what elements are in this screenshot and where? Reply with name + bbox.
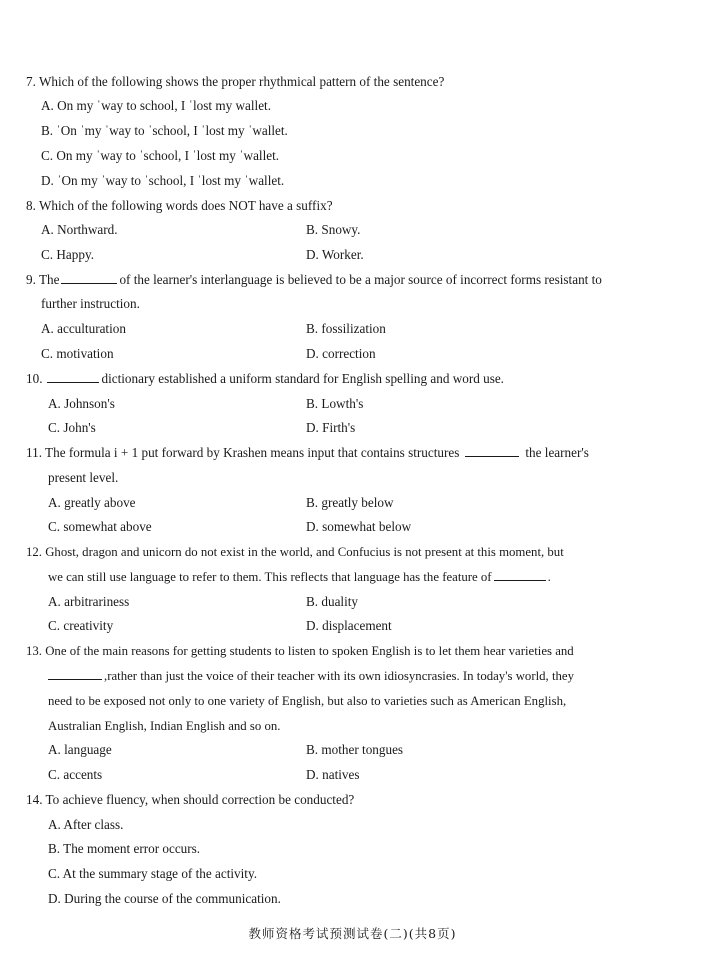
question-13-stem-line-2 — [48, 668, 574, 684]
question-12-option-a: A. arbitrariness — [48, 594, 130, 609]
question-13-option-c: C. accents — [48, 767, 103, 782]
question-9-stem — [26, 272, 602, 288]
question-11-option-b: B. greatly below — [306, 495, 394, 510]
question-8-option-b: B. Snowy. — [306, 222, 361, 237]
question-10-number: 10. — [26, 371, 43, 386]
question-8-option-a: A. Northward. — [41, 222, 118, 237]
question-9-option-b: B. fossilization — [306, 321, 386, 336]
answer-blank — [47, 371, 99, 383]
question-12-stem-end: . — [547, 570, 551, 584]
question-8-stem: 8. Which of the following words does NOT have a suffix? — [26, 198, 333, 213]
question-13-option-d: D. natives — [306, 767, 360, 782]
question-11-stem-continued: present level. — [48, 470, 119, 485]
question-13-option-a: A. language — [48, 742, 112, 757]
question-10-stem — [26, 371, 504, 387]
question-10-stem-text: dictionary established a uniform standard for English spelling and word use. — [101, 371, 504, 386]
question-10-option-d: D. Firth's — [306, 420, 356, 435]
question-7-option-d: D. ˈOn my ˈway to ˈschool, I ˈlost my ˈwallet. — [41, 173, 285, 188]
question-12-stem: 12. Ghost, dragon and unicorn do not exist in the world, and Confucius is not present at this moment, but — [26, 545, 564, 559]
question-13-option-b: B. mother tongues — [306, 742, 404, 757]
question-11-option-d: D. somewhat below — [306, 519, 412, 534]
question-12-stem-text: we can still use language to refer to them. This reflects that language has the feature of — [48, 570, 492, 584]
question-14-option-c: C. At the summary stage of the activity. — [48, 866, 258, 881]
question-13-stem-line-3: need to be exposed not only to one variety of English, but also to varieties such as American English, — [48, 694, 567, 708]
question-10-option-c: C. John's — [48, 420, 96, 435]
question-9-stem-end: of the learner's interlanguage is believed to be a major source of incorrect forms resistant to — [119, 272, 602, 287]
question-12-option-d: D. displacement — [306, 618, 392, 633]
question-10-option-a: A. Johnson's — [48, 396, 115, 411]
question-12-stem-continued — [48, 569, 551, 585]
question-9-option-d: D. correction — [306, 346, 376, 361]
question-13-stem-line-4: Australian English, Indian English and so on. — [48, 719, 281, 733]
question-7-option-c: C. On my ˈway to ˈschool, I ˈlost my ˈwallet. — [41, 148, 280, 163]
answer-blank — [61, 272, 117, 284]
question-8-option-c: C. Happy. — [41, 247, 94, 262]
question-7-option-b: B. ˈOn ˈmy ˈway to ˈschool, I ˈlost my ˈwallet. — [41, 123, 288, 138]
question-9-stem-continued: further instruction. — [41, 296, 140, 311]
question-14-option-b: B. The moment error occurs. — [48, 841, 201, 856]
question-12-option-b: B. duality — [306, 594, 359, 609]
question-13-stem: 13. One of the main reasons for getting students to listen to spoken English is to let them hear varieties and — [26, 644, 574, 658]
question-11-stem-start: 11. The formula i + 1 put forward by Krashen means input that contains structures — [26, 445, 460, 460]
question-11-option-a: A. greatly above — [48, 495, 136, 510]
question-8-option-d: D. Worker. — [306, 247, 364, 262]
question-9-stem-start: 9. The — [26, 272, 60, 287]
question-14-stem: 14. To achieve fluency, when should correction be conducted? — [26, 792, 355, 807]
question-14-option-d: D. During the course of the communication. — [48, 891, 281, 906]
question-14-option-a: A. After class. — [48, 817, 124, 832]
page-footer: 教师资格考试预测试卷(二)(共8页) — [248, 926, 457, 941]
answer-blank — [494, 569, 546, 581]
question-7-option-a: A. On my ˈway to school, I ˈlost my wallet. — [41, 98, 272, 113]
question-12-option-c: C. creativity — [48, 618, 114, 633]
question-10-option-b: B. Lowth's — [306, 396, 364, 411]
answer-blank — [48, 668, 102, 680]
question-11-stem-end: the learner's — [525, 445, 589, 460]
question-9-option-c: C. motivation — [41, 346, 114, 361]
question-13-stem-text: ,rather than just the voice of their teacher with its own idiosyncrasies. In today's world, they — [104, 669, 574, 683]
question-9-option-a: A. acculturation — [41, 321, 126, 336]
question-11-option-c: C. somewhat above — [48, 519, 152, 534]
question-7-stem: 7. Which of the following shows the proper rhythmical pattern of the sentence? — [26, 74, 445, 89]
answer-blank — [465, 445, 519, 457]
question-11-stem — [26, 445, 589, 461]
